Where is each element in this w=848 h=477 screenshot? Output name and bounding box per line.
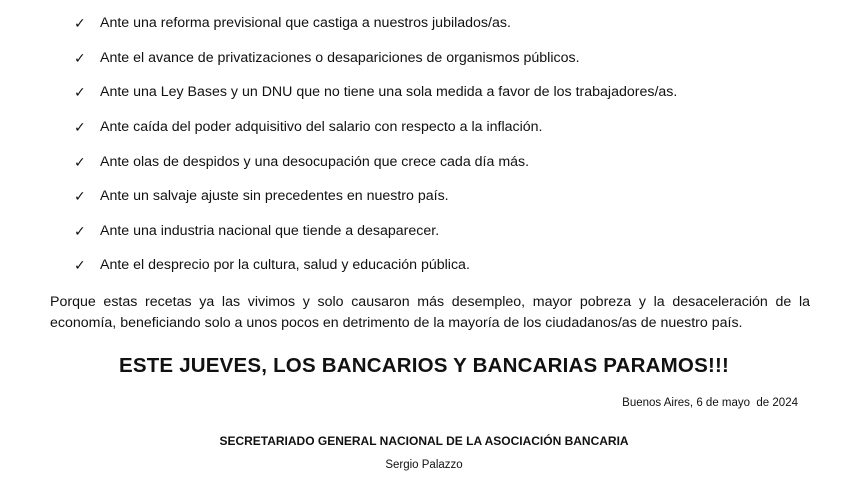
date-line: Buenos Aires, 6 de mayo de 2024 <box>622 397 798 409</box>
list-item <box>74 41 677 76</box>
list-item-text: Ante una reforma previsional que castiga a nuestros jubilados/as. <box>100 15 511 32</box>
check-icon: ✓ <box>74 153 86 170</box>
checklist <box>74 6 677 283</box>
organization-name: SECRETARIADO GENERAL NACIONAL DE LA ASOCIACIÓN BANCARIA <box>219 434 629 448</box>
list-item <box>74 214 677 249</box>
list-item-text: Ante el desprecio por la cultura, salud y educación pública. <box>100 257 470 274</box>
list-item-text: Ante una Ley Bases y un DNU que no tiene una sola medida a favor de los trabajadores/as. <box>100 84 678 101</box>
list-item-text: Ante olas de despidos y una desocupación que crece cada día más. <box>100 153 530 170</box>
check-icon: ✓ <box>74 84 86 101</box>
list-item <box>74 179 677 214</box>
strike-headline: ESTE JUEVES, LOS BANCARIOS Y BANCARIAS PARAMOS!!! <box>118 354 730 377</box>
list-item <box>74 75 677 110</box>
check-icon: ✓ <box>74 15 86 32</box>
check-icon: ✓ <box>74 257 86 274</box>
signer-name: Sergio Palazzo <box>385 459 463 471</box>
check-icon: ✓ <box>74 49 86 66</box>
list-item <box>74 6 677 41</box>
list-item-text: Ante el avance de privatizaciones o desapariciones de organismos públicos. <box>100 49 580 66</box>
check-icon: ✓ <box>74 119 86 136</box>
list-item <box>74 144 677 179</box>
list-item-text: Ante una industria nacional que tiende a desaparecer. <box>100 222 440 239</box>
check-icon: ✓ <box>74 222 86 239</box>
list-item-text: Ante un salvaje ajuste sin precedentes en nuestro país. <box>100 188 449 205</box>
body-paragraph: Porque estas recetas ya las vivimos y solo causaron más desempleo, mayor pobreza y la desaceleración de la economía, beneficiando solo a unos pocos en detrimento de la mayoría de los ciudadanos/as de nuestro país. <box>50 294 810 331</box>
list-item-text: Ante caída del poder adquisitivo del salario con respecto a la inflación. <box>100 119 543 136</box>
check-icon: ✓ <box>74 188 86 205</box>
list-item <box>74 248 677 283</box>
list-item <box>74 110 677 145</box>
